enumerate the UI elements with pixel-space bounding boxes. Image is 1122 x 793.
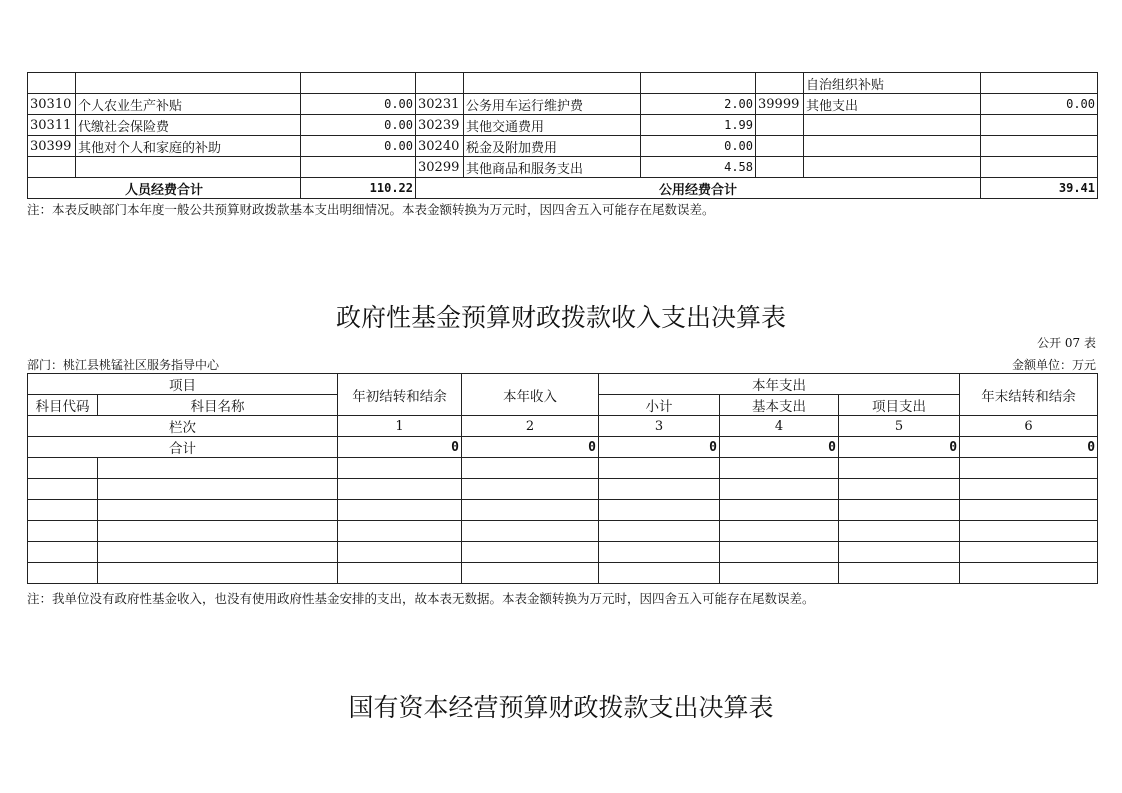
empty-cell [98,542,338,563]
empty-cell [599,521,720,542]
empty-cell [338,500,462,521]
code-cell: 30299 [416,157,464,178]
amount-cell: 0.00 [301,115,416,136]
code-cell [416,73,464,94]
empty-cell [28,563,98,584]
name-cell: 其他对个人和家庭的补助 [76,136,301,157]
empty-cell [462,521,599,542]
empty-cell [98,563,338,584]
header-opening-balance: 年初结转和结余 [338,374,462,416]
header-code: 科目代码 [28,395,98,416]
code-cell [756,73,804,94]
empty-cell [960,479,1098,500]
column-index-label: 栏次 [28,416,338,437]
empty-cell [98,521,338,542]
empty-cell [960,563,1098,584]
empty-cell [599,500,720,521]
empty-cell [839,563,960,584]
empty-cell [960,521,1098,542]
empty-cell [28,500,98,521]
name-cell [804,157,981,178]
empty-cell [462,458,599,479]
empty-cell [839,479,960,500]
empty-cell [98,458,338,479]
column-number: 1 [338,416,462,437]
empty-cell [720,458,839,479]
name-cell: 其他商品和服务支出 [464,157,641,178]
empty-cell [839,521,960,542]
empty-cell [720,479,839,500]
name-cell [76,73,301,94]
code-cell: 30231 [416,94,464,115]
header-name: 科目名称 [98,395,338,416]
empty-cell [338,479,462,500]
table-row [28,94,1098,115]
code-cell: 30239 [416,115,464,136]
empty-cell [98,479,338,500]
table-row [28,479,1098,500]
basic-expenditure-detail-table [27,72,1098,199]
amount-cell: 0.00 [301,136,416,157]
empty-cell [28,458,98,479]
empty-cell [960,542,1098,563]
table-row [28,458,1098,479]
column-number: 4 [720,416,839,437]
empty-cell [839,542,960,563]
amount-cell: 4.58 [641,157,756,178]
empty-cell [28,479,98,500]
amount-unit-label: 金额单位：万元 [1011,358,1096,372]
department-label: 部门：桃江县桃锰社区服务指导中心 [27,358,220,372]
header-project-expense: 项目支出 [839,395,960,416]
header-row-1 [28,374,1098,395]
column-index-row [28,416,1098,437]
name-cell: 代缴社会保险费 [76,115,301,136]
header-closing-balance: 年末结转和结余 [960,374,1098,416]
total-label: 合计 [28,437,338,458]
empty-cell [599,458,720,479]
empty-cell [960,458,1098,479]
name-cell [804,136,981,157]
empty-cell [599,479,720,500]
empty-cell [599,563,720,584]
code-cell [756,157,804,178]
amount-cell [981,136,1098,157]
empty-cell [338,521,462,542]
code-cell [756,136,804,157]
column-number: 6 [960,416,1098,437]
table-row [28,542,1098,563]
table-row [28,157,1098,178]
amount-cell: 2.00 [641,94,756,115]
empty-rows [28,458,1098,584]
name-cell: 其他支出 [804,94,981,115]
empty-cell [462,563,599,584]
code-cell [756,115,804,136]
empty-cell [28,542,98,563]
total-value: 0 [839,437,960,458]
table-row [28,73,1098,94]
empty-cell [462,500,599,521]
empty-cell [720,542,839,563]
name-cell: 公务用车运行维护费 [464,94,641,115]
table-row [28,115,1098,136]
name-cell: 个人农业生产补贴 [76,94,301,115]
empty-cell [839,500,960,521]
empty-cell [338,542,462,563]
empty-cell [599,542,720,563]
name-cell: 自治组织补贴 [804,73,981,94]
empty-cell [462,542,599,563]
code-cell [28,157,76,178]
name-cell [464,73,641,94]
code-cell: 30310 [28,94,76,115]
name-cell: 其他交通费用 [464,115,641,136]
empty-cell [462,479,599,500]
empty-cell [338,458,462,479]
empty-cell [720,521,839,542]
header-basic-expense: 基本支出 [720,395,839,416]
code-cell: 30399 [28,136,76,157]
amount-cell: 0.00 [641,136,756,157]
table-row [28,500,1098,521]
table-row [28,521,1098,542]
empty-cell [720,563,839,584]
header-expense: 本年支出 [599,374,960,395]
name-cell [804,115,981,136]
public-total-label: 公用经费合计 [416,178,981,199]
header-subtotal: 小计 [599,395,720,416]
code-cell: 39999 [756,94,804,115]
column-number: 5 [839,416,960,437]
name-cell: 税金及附加费用 [464,136,641,157]
header-income: 本年收入 [462,374,599,416]
personnel-total-value: 110.22 [301,178,416,199]
amount-cell: 0.00 [301,94,416,115]
amount-cell [301,157,416,178]
total-value: 0 [720,437,839,458]
table-number: 公开 07 表 [1037,336,1096,350]
note-basic-expenditure: 注：本表反映部门本年度一般公共预算财政拨款基本支出明细情况。本表金额转换为万元时，因四舍五入可能存在尾数误差。 [27,202,715,217]
code-cell: 30311 [28,115,76,136]
totals-row [28,178,1098,199]
header-item: 项目 [28,374,338,395]
page-title-government-fund: 政府性基金预算财政拨款收入支出决算表 [335,303,786,332]
total-value: 0 [960,437,1098,458]
note-government-fund: 注：我单位没有政府性基金收入，也没有使用政府性基金安排的支出，故本表无数据。本表金额转换为万元时，因四舍五入可能存在尾数误差。 [27,591,815,606]
amount-cell: 1.99 [641,115,756,136]
amount-cell: 0.00 [981,94,1098,115]
empty-cell [98,500,338,521]
total-value: 0 [462,437,599,458]
empty-cell [720,500,839,521]
code-cell [28,73,76,94]
total-value: 0 [338,437,462,458]
column-number: 3 [599,416,720,437]
code-cell: 30240 [416,136,464,157]
government-fund-table [27,373,1098,584]
total-row [28,437,1098,458]
public-total-value: 39.41 [981,178,1098,199]
empty-cell [839,458,960,479]
amount-cell [981,115,1098,136]
personnel-total-label: 人员经费合计 [28,178,301,199]
amount-cell [981,73,1098,94]
empty-cell [960,500,1098,521]
column-number: 2 [462,416,599,437]
empty-cell [28,521,98,542]
detail-table-body [28,73,1098,178]
table-row [28,136,1098,157]
total-value: 0 [599,437,720,458]
page-title-state-capital: 国有资本经营预算财政拨款支出决算表 [348,693,774,722]
table-row [28,563,1098,584]
empty-cell [338,563,462,584]
name-cell [76,157,301,178]
amount-cell [981,157,1098,178]
amount-cell [641,73,756,94]
amount-cell [301,73,416,94]
